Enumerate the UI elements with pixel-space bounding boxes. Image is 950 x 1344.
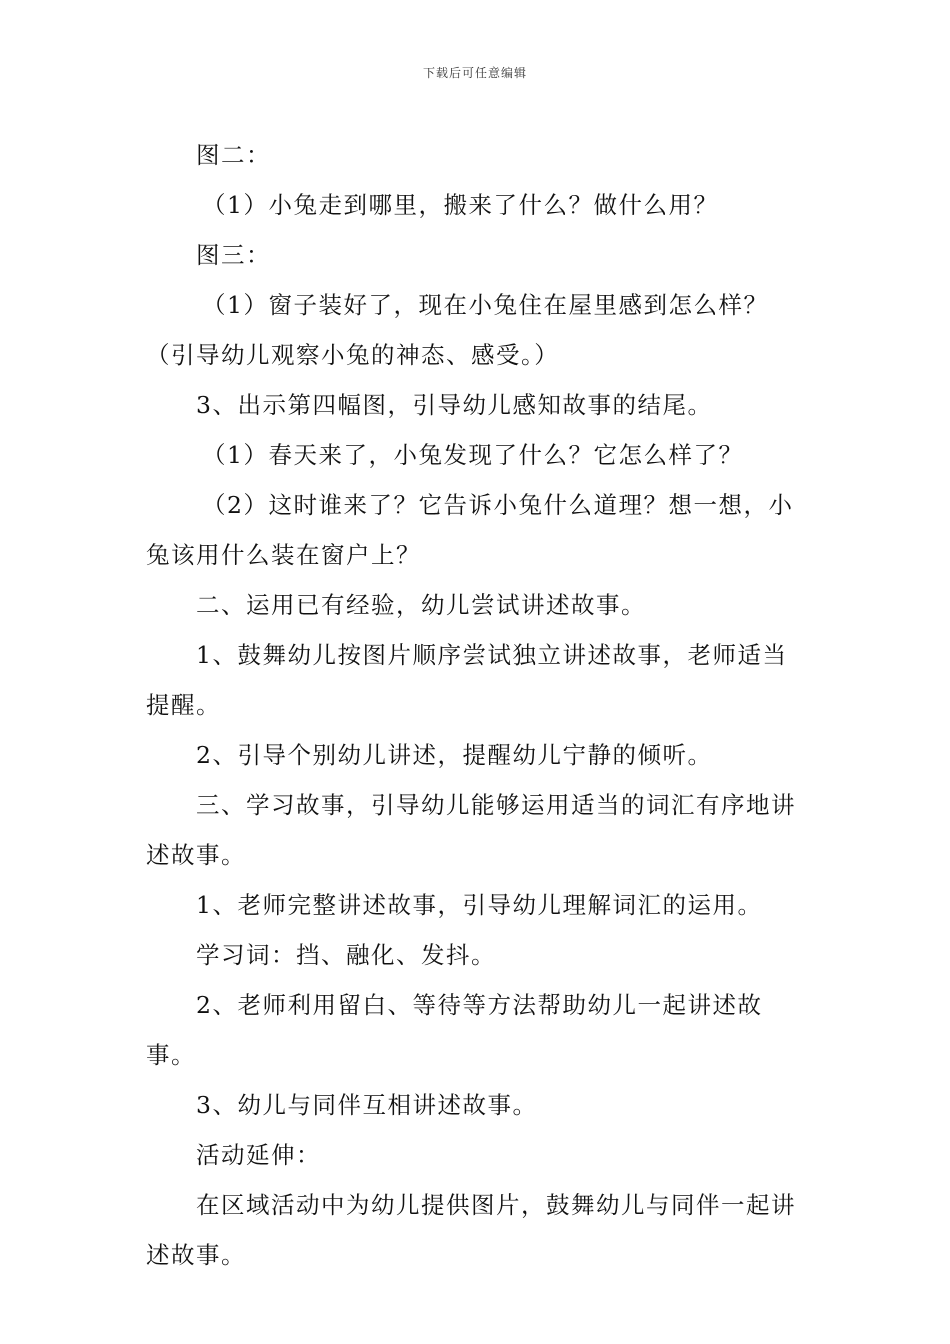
paragraph-vocabulary: 学习词：挡、融化、发抖。 [196,941,496,969]
paragraph-section-two-item-one: 1、鼓舞幼儿按图片顺序尝试独立讲述故事，老师适当提醒。 [146,641,788,719]
paragraph-section-two-item-two: 2、引导个别幼儿讲述，提醒幼儿宁静的倾听。 [196,741,713,769]
paragraph-extension-body: 在区域活动中为幼儿提供图片，鼓舞幼儿与同伴一起讲述故事。 [146,1191,796,1269]
paragraph-section-three-item-two: 2、老师利用留白、等待等方法帮助幼儿一起讲述故事。 [146,991,763,1069]
document-body [146,130,808,1280]
paragraph-step-three: 3、出示第四幅图，引导幼儿感知故事的结尾。 [196,391,713,419]
paragraph-section-two-heading: 二、运用已有经验，幼儿尝试讲述故事。 [196,591,646,619]
paragraph-section-three-item-one: 1、老师完整讲述故事，引导幼儿理解词汇的运用。 [196,891,763,919]
paragraph-who-came-question: （2）这时谁来了？它告诉小兔什么道理？想一想，小兔该用什么装在窗户上？ [146,491,794,569]
page-header-note: 下载后可任意编辑 [422,66,527,80]
paragraph-spring-question: （1）春天来了，小兔发现了什么？它怎么样了？ [202,441,744,469]
paragraph-figure-three-question: （1）窗子装好了，现在小兔住在屋里感到怎么样？（引导幼儿观察小兔的神态、感受。） [146,291,769,369]
paragraph-figure-three-heading: 图三： [196,241,271,269]
paragraph-section-three-item-three: 3、幼儿与同伴互相讲述故事。 [196,1091,538,1119]
paragraph-extension-heading: 活动延伸： [196,1141,321,1169]
paragraph-section-three-heading: 三、学习故事，引导幼儿能够运用适当的词汇有序地讲述故事。 [146,791,796,869]
paragraph-figure-two-question: （1）小兔走到哪里，搬来了什么？做什么用？ [202,191,719,219]
paragraph-figure-two-heading: 图二： [196,141,271,169]
